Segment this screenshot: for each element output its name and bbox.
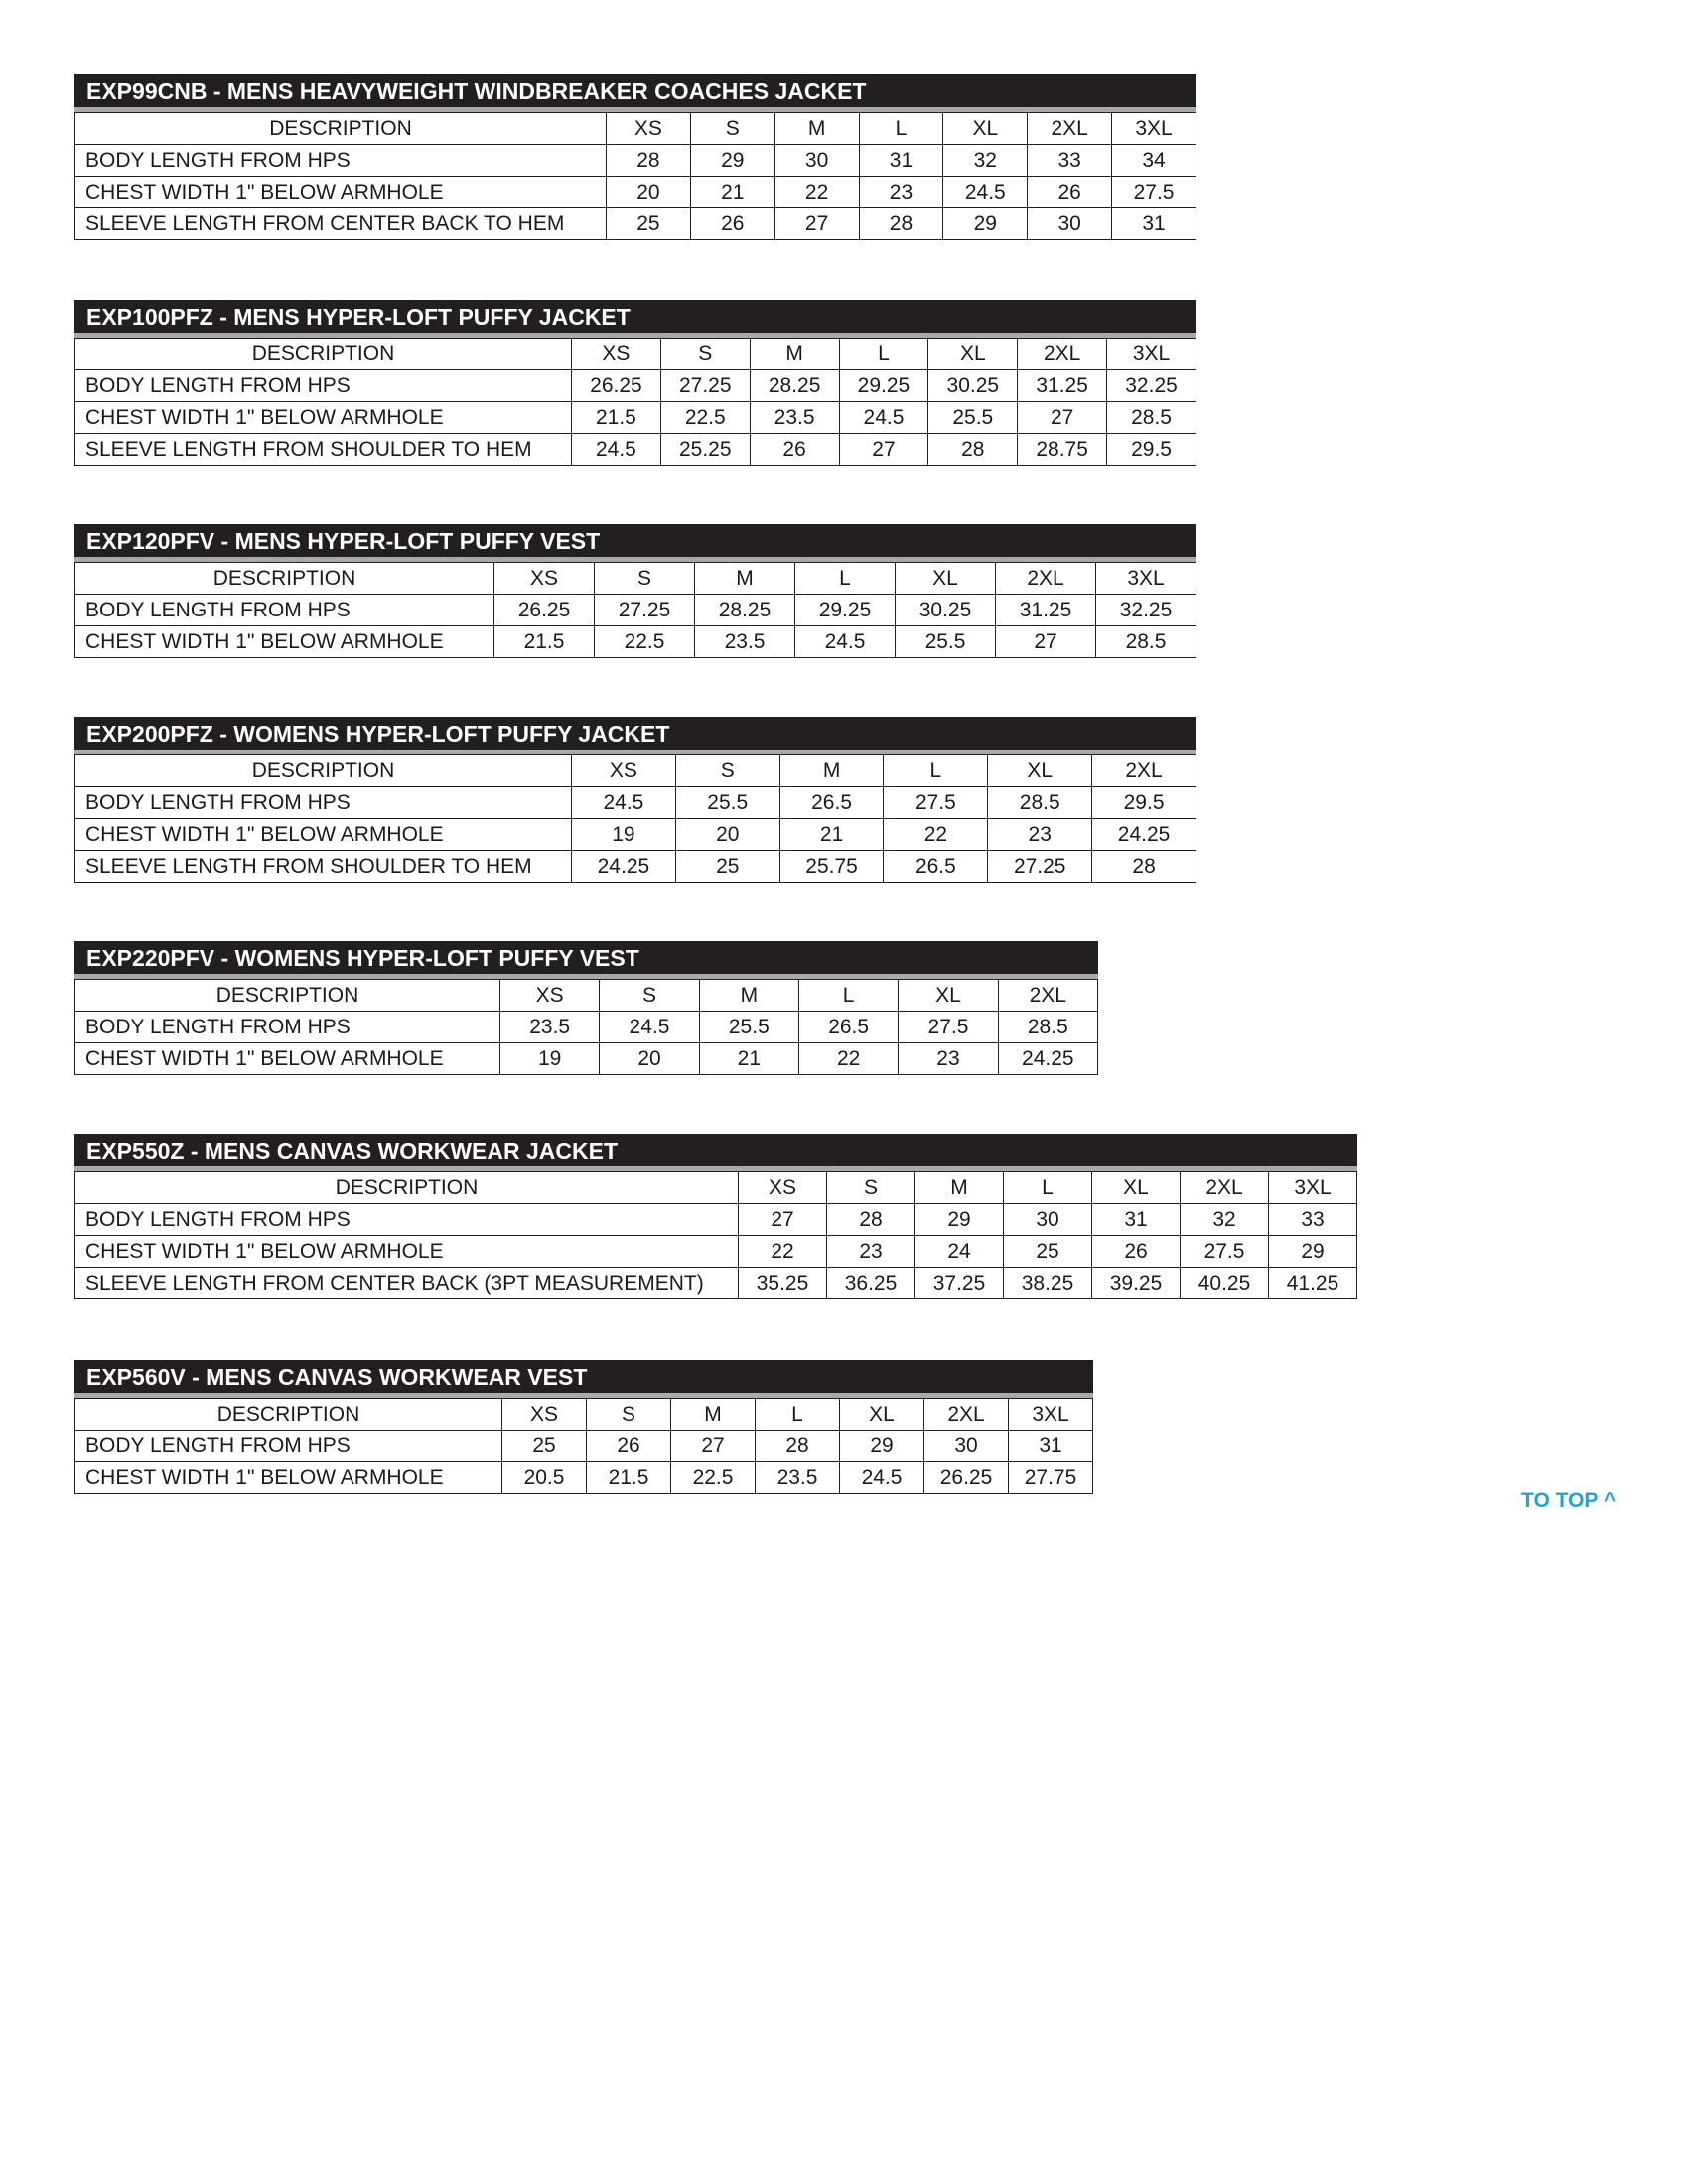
header-cell: 2XL (1028, 113, 1112, 145)
header-cell: L (795, 563, 896, 595)
size-value: 21.5 (587, 1462, 671, 1494)
header-cell: M (774, 113, 859, 145)
size-value: 38.25 (1004, 1268, 1092, 1299)
size-value: 28.5 (1107, 402, 1196, 434)
table-header-row (75, 563, 1196, 595)
size-value: 32.25 (1107, 370, 1196, 402)
size-value: 24.5 (572, 434, 661, 466)
header-cell: 2XL (1018, 339, 1107, 370)
size-value: 23.5 (500, 1012, 600, 1043)
size-value: 27 (739, 1204, 827, 1236)
table-row (75, 402, 1196, 434)
size-value: 22 (884, 819, 988, 851)
size-value: 32 (943, 145, 1028, 177)
size-value: 26 (690, 208, 774, 240)
header-cell: XL (840, 1399, 924, 1431)
header-cell: L (884, 755, 988, 787)
size-value: 30.25 (896, 595, 996, 626)
size-value: 34 (1112, 145, 1196, 177)
size-value: 24.5 (572, 787, 676, 819)
header-cell: DESCRIPTION (75, 1172, 739, 1204)
table-header-row (75, 1172, 1357, 1204)
size-value: 24.25 (998, 1043, 1097, 1075)
row-description: SLEEVE LENGTH FROM CENTER BACK (3PT MEASUREMENT) (75, 1268, 739, 1299)
size-value: 21.5 (494, 626, 595, 658)
size-chart-exp120pfv (74, 524, 1196, 658)
size-value: 27.5 (899, 1012, 998, 1043)
size-value: 28.5 (988, 787, 1092, 819)
size-value: 28.25 (750, 370, 839, 402)
size-value: 32.25 (1096, 595, 1196, 626)
size-table (74, 1171, 1357, 1299)
table-header-row (75, 755, 1196, 787)
row-description: CHEST WIDTH 1" BELOW ARMHOLE (75, 819, 572, 851)
table-row (75, 145, 1196, 177)
row-description: SLEEVE LENGTH FROM SHOULDER TO HEM (75, 851, 572, 883)
size-value: 30 (1028, 208, 1112, 240)
size-value: 24.5 (943, 177, 1028, 208)
size-value: 25 (675, 851, 779, 883)
to-top-link[interactable]: TO TOP ^ (1521, 1489, 1617, 1512)
header-cell: 3XL (1269, 1172, 1357, 1204)
table-row (75, 1043, 1098, 1075)
size-value: 27.5 (884, 787, 988, 819)
row-description: BODY LENGTH FROM HPS (75, 1012, 500, 1043)
header-cell: L (798, 980, 898, 1012)
size-value: 26.25 (572, 370, 661, 402)
header-cell: M (699, 980, 798, 1012)
size-value: 28 (859, 208, 943, 240)
size-value: 20 (600, 1043, 699, 1075)
size-value: 26 (750, 434, 839, 466)
size-value: 28.75 (1018, 434, 1107, 466)
header-cell: S (595, 563, 695, 595)
size-value: 29 (1269, 1236, 1357, 1268)
size-value: 22.5 (671, 1462, 756, 1494)
size-value: 33 (1269, 1204, 1357, 1236)
header-cell: DESCRIPTION (75, 980, 500, 1012)
size-value: 28 (827, 1204, 915, 1236)
header-cell: 3XL (1096, 563, 1196, 595)
chart-title: EXP550Z - MENS CANVAS WORKWEAR JACKET (74, 1134, 1357, 1166)
size-value: 22.5 (595, 626, 695, 658)
size-value: 28 (1092, 851, 1196, 883)
size-chart-exp99cnb (74, 74, 1196, 240)
size-value: 26.5 (779, 787, 884, 819)
size-value: 27.25 (660, 370, 750, 402)
header-cell: 3XL (1107, 339, 1196, 370)
row-description: SLEEVE LENGTH FROM SHOULDER TO HEM (75, 434, 572, 466)
header-cell: XS (494, 563, 595, 595)
size-value: 30 (924, 1431, 1009, 1462)
table-row (75, 595, 1196, 626)
size-chart-exp560v (74, 1360, 1093, 1494)
size-value: 27.75 (1009, 1462, 1093, 1494)
size-chart-exp220pfv (74, 941, 1098, 1075)
size-value: 24.5 (839, 402, 928, 434)
header-cell: DESCRIPTION (75, 755, 572, 787)
row-description: CHEST WIDTH 1" BELOW ARMHOLE (75, 1236, 739, 1268)
size-value: 25 (1004, 1236, 1092, 1268)
size-value: 19 (572, 819, 676, 851)
size-value: 25.5 (928, 402, 1018, 434)
size-value: 28.5 (1096, 626, 1196, 658)
size-value: 20 (607, 177, 691, 208)
header-cell: XS (502, 1399, 587, 1431)
header-cell: S (675, 755, 779, 787)
size-value: 21 (779, 819, 884, 851)
size-value: 26.5 (884, 851, 988, 883)
size-value: 33 (1028, 145, 1112, 177)
size-value: 29.25 (839, 370, 928, 402)
size-value: 30.25 (928, 370, 1018, 402)
table-header-row (75, 113, 1196, 145)
header-cell: DESCRIPTION (75, 563, 494, 595)
size-value: 20 (675, 819, 779, 851)
size-value: 19 (500, 1043, 600, 1075)
chart-title: EXP220PFV - WOMENS HYPER-LOFT PUFFY VEST (74, 941, 1098, 974)
size-table (74, 562, 1196, 658)
size-value: 23 (827, 1236, 915, 1268)
size-value: 28 (607, 145, 691, 177)
size-value: 27.25 (595, 595, 695, 626)
header-cell: L (1004, 1172, 1092, 1204)
size-value: 21.5 (572, 402, 661, 434)
row-description: CHEST WIDTH 1" BELOW ARMHOLE (75, 177, 607, 208)
size-value: 26 (587, 1431, 671, 1462)
size-value: 23.5 (756, 1462, 840, 1494)
size-value: 25.5 (896, 626, 996, 658)
size-value: 28 (928, 434, 1018, 466)
header-cell: 3XL (1009, 1399, 1093, 1431)
table-row (75, 1012, 1098, 1043)
size-value: 30 (1004, 1204, 1092, 1236)
size-value: 35.25 (739, 1268, 827, 1299)
size-value: 26.25 (924, 1462, 1009, 1494)
size-value: 39.25 (1092, 1268, 1181, 1299)
size-value: 27.5 (1112, 177, 1196, 208)
size-value: 24.5 (600, 1012, 699, 1043)
header-cell: XL (943, 113, 1028, 145)
header-cell: 2XL (998, 980, 1097, 1012)
header-cell: M (779, 755, 884, 787)
row-description: CHEST WIDTH 1" BELOW ARMHOLE (75, 1043, 500, 1075)
size-value: 25.25 (660, 434, 750, 466)
size-value: 27.25 (988, 851, 1092, 883)
header-cell: XL (896, 563, 996, 595)
size-value: 24.5 (840, 1462, 924, 1494)
header-cell: M (915, 1172, 1004, 1204)
table-row (75, 787, 1196, 819)
header-cell: XL (928, 339, 1018, 370)
size-value: 23.5 (750, 402, 839, 434)
table-row (75, 819, 1196, 851)
row-description: SLEEVE LENGTH FROM CENTER BACK TO HEM (75, 208, 607, 240)
size-value: 40.25 (1181, 1268, 1269, 1299)
header-cell: L (839, 339, 928, 370)
size-value: 41.25 (1269, 1268, 1357, 1299)
size-value: 22 (774, 177, 859, 208)
header-cell: XL (1092, 1172, 1181, 1204)
size-value: 29 (840, 1431, 924, 1462)
size-value: 27 (774, 208, 859, 240)
chart-title: EXP200PFZ - WOMENS HYPER-LOFT PUFFY JACKET (74, 717, 1196, 750)
size-value: 29 (943, 208, 1028, 240)
header-cell: S (690, 113, 774, 145)
table-row (75, 1268, 1357, 1299)
size-value: 27 (1018, 402, 1107, 434)
header-cell: XL (899, 980, 998, 1012)
size-value: 23 (899, 1043, 998, 1075)
size-table (74, 1398, 1093, 1494)
header-cell: L (756, 1399, 840, 1431)
size-value: 31 (859, 145, 943, 177)
size-value: 24.5 (795, 626, 896, 658)
size-table (74, 754, 1196, 883)
header-cell: 3XL (1112, 113, 1196, 145)
size-value: 29.25 (795, 595, 896, 626)
size-value: 25.5 (675, 787, 779, 819)
header-cell: 2XL (1092, 755, 1196, 787)
header-cell: S (587, 1399, 671, 1431)
size-value: 31 (1009, 1431, 1093, 1462)
size-value: 27 (839, 434, 928, 466)
size-chart-exp550z (74, 1134, 1357, 1299)
chart-title: EXP120PFV - MENS HYPER-LOFT PUFFY VEST (74, 524, 1196, 557)
header-cell: DESCRIPTION (75, 339, 572, 370)
table-row (75, 626, 1196, 658)
size-value: 28.5 (998, 1012, 1097, 1043)
table-row (75, 1204, 1357, 1236)
header-cell: XS (572, 755, 676, 787)
size-value: 23 (988, 819, 1092, 851)
size-value: 25.5 (699, 1012, 798, 1043)
row-description: CHEST WIDTH 1" BELOW ARMHOLE (75, 402, 572, 434)
size-value: 31.25 (996, 595, 1096, 626)
size-value: 24.25 (1092, 819, 1196, 851)
header-cell: XS (739, 1172, 827, 1204)
table-row (75, 851, 1196, 883)
row-description: BODY LENGTH FROM HPS (75, 787, 572, 819)
size-value: 22 (798, 1043, 898, 1075)
size-value: 21 (699, 1043, 798, 1075)
size-value: 25.75 (779, 851, 884, 883)
chart-title: EXP100PFZ - MENS HYPER-LOFT PUFFY JACKET (74, 300, 1196, 333)
header-cell: M (671, 1399, 756, 1431)
size-value: 27 (996, 626, 1096, 658)
header-cell: XL (988, 755, 1092, 787)
size-table (74, 338, 1196, 466)
row-description: CHEST WIDTH 1" BELOW ARMHOLE (75, 626, 494, 658)
table-row (75, 370, 1196, 402)
size-value: 24.25 (572, 851, 676, 883)
size-value: 22 (739, 1236, 827, 1268)
table-row (75, 177, 1196, 208)
table-header-row (75, 339, 1196, 370)
row-description: BODY LENGTH FROM HPS (75, 370, 572, 402)
header-cell: S (660, 339, 750, 370)
header-cell: S (827, 1172, 915, 1204)
header-cell: S (600, 980, 699, 1012)
size-chart-exp200pfz (74, 717, 1196, 883)
header-cell: M (695, 563, 795, 595)
header-cell: XS (572, 339, 661, 370)
size-value: 25 (607, 208, 691, 240)
header-cell: XS (607, 113, 691, 145)
size-value: 26 (1028, 177, 1112, 208)
row-description: BODY LENGTH FROM HPS (75, 1431, 502, 1462)
size-value: 28 (756, 1431, 840, 1462)
size-value: 29.5 (1092, 787, 1196, 819)
header-cell: 2XL (996, 563, 1096, 595)
size-value: 31 (1092, 1204, 1181, 1236)
size-value: 32 (1181, 1204, 1269, 1236)
size-value: 20.5 (502, 1462, 587, 1494)
size-value: 24 (915, 1236, 1004, 1268)
size-value: 27 (671, 1431, 756, 1462)
row-description: BODY LENGTH FROM HPS (75, 595, 494, 626)
header-cell: 2XL (924, 1399, 1009, 1431)
size-value: 36.25 (827, 1268, 915, 1299)
size-value: 21 (690, 177, 774, 208)
size-table (74, 112, 1196, 240)
size-table (74, 979, 1098, 1075)
header-cell: DESCRIPTION (75, 1399, 502, 1431)
header-cell: L (859, 113, 943, 145)
size-value: 22.5 (660, 402, 750, 434)
size-value: 27.5 (1181, 1236, 1269, 1268)
table-row (75, 1236, 1357, 1268)
header-cell: M (750, 339, 839, 370)
size-value: 23 (859, 177, 943, 208)
header-cell: DESCRIPTION (75, 113, 607, 145)
row-description: BODY LENGTH FROM HPS (75, 145, 607, 177)
size-value: 23.5 (695, 626, 795, 658)
size-value: 28.25 (695, 595, 795, 626)
header-cell: 2XL (1181, 1172, 1269, 1204)
size-value: 26.25 (494, 595, 595, 626)
table-row (75, 208, 1196, 240)
table-header-row (75, 980, 1098, 1012)
table-row (75, 1462, 1093, 1494)
size-value: 29 (915, 1204, 1004, 1236)
chart-title: EXP99CNB - MENS HEAVYWEIGHT WINDBREAKER COACHES JACKET (74, 74, 1196, 107)
size-value: 26.5 (798, 1012, 898, 1043)
size-value: 29 (690, 145, 774, 177)
table-row (75, 434, 1196, 466)
row-description: BODY LENGTH FROM HPS (75, 1204, 739, 1236)
size-value: 31 (1112, 208, 1196, 240)
size-value: 31.25 (1018, 370, 1107, 402)
size-value: 37.25 (915, 1268, 1004, 1299)
size-value: 30 (774, 145, 859, 177)
size-value: 29.5 (1107, 434, 1196, 466)
row-description: CHEST WIDTH 1" BELOW ARMHOLE (75, 1462, 502, 1494)
size-value: 26 (1092, 1236, 1181, 1268)
size-value: 25 (502, 1431, 587, 1462)
table-header-row (75, 1399, 1093, 1431)
size-chart-exp100pfz (74, 300, 1196, 466)
header-cell: XS (500, 980, 600, 1012)
table-row (75, 1431, 1093, 1462)
chart-title: EXP560V - MENS CANVAS WORKWEAR VEST (74, 1360, 1093, 1393)
